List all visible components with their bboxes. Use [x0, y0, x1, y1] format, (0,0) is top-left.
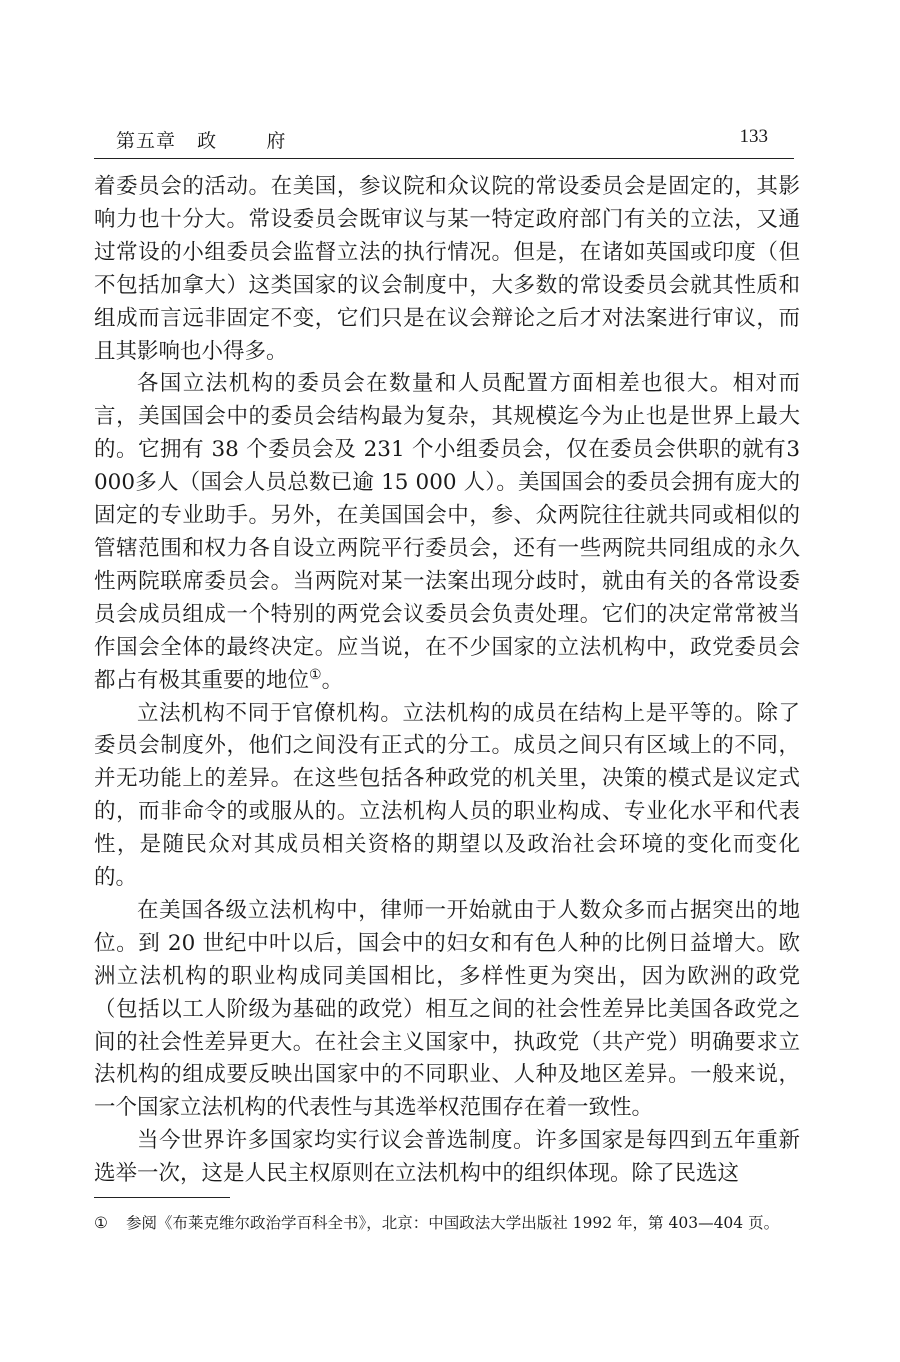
page-number: 133 — [739, 126, 768, 147]
running-head — [94, 126, 794, 156]
header-rule — [94, 158, 794, 159]
footnote-text: 参阅《布莱克维尔政治学百科全书》，北京：中国政法大学出版社 1992 年，第 403—404 页。 — [126, 1214, 780, 1232]
paragraph-1: 着委员会的活动。在美国，参议院和众议院的常设委员会是固定的，其影响力也十分大。常设委员会既审议与某一特定政府部门有关的立法，又通过常设的小组委员会监督立法的执行情况。但是，在诸如英国或印度（但不包括加拿大）这类国家的议会制度中，大多数的常设委员会就其性质和组成而言远非固定不变，它们只是在议会辩论之后才对法案进行审议，而且其影响也小得多。 — [94, 174, 800, 364]
paragraph-4: 在美国各级立法机构中，律师一开始就由于人数众多而占据突出的地位。到 20 世纪中叶以后，国会中的妇女和有色人种的比例日益增大。欧洲立法机构的职业构成同美国相比，多样性更为突出，因为欧洲的政党（包括以工人阶级为基础的政党）相互之间的社会性差异比美国各政党之间的社会性差异更大。在社会主义国家中，执政党（共产党）明确要求立法机构的组成要反映出国家中的不同职业、人种及地区差异。一般来说，一个国家立法机构的代表性与其选举权范围存在着一致性。 — [94, 897, 800, 1121]
footnote — [94, 1212, 794, 1234]
paragraph-2-end: 。 — [321, 667, 344, 693]
footnote-number: ① — [94, 1214, 108, 1232]
footnote-rule — [94, 1197, 230, 1198]
paragraph-5: 当今世界许多国家均实行议会普选制度。许多国家是每四到五年重新选举一次，这是人民主权原则在立法机构中的组织体现。除了民选这 — [94, 1128, 800, 1187]
chapter-title: 第五章 政 府 — [116, 130, 287, 152]
paragraph-2-text: 各国立法机构的委员会在数量和人员配置方面相差也很大。相对而言，美国国会中的委员会结构最为复杂，其规模迄今为止也是世界上最大的。它拥有 38 个委员会及 231 个小组委员会，仅在委员会供职的就有3 000多人（国会人员总数已逾 15 000 人）。美国国会的委员会拥有庞大的固定的专业助手。另外，在美国国会中，参、众两院往往就共同或相似的管辖范围和权力各自设立两院平行委员会，还有一些两院共同组成的永久性两院联席委员会。当两院对某一法案出现分歧时，就由有关的各常设委员会成员组成一个特别的两党会议委员会负责处理。它们的决定常常被当作国会全体的最终决定。应当说，在不少国家的立法机构中，政党委员会都占有极其重要的地位 — [94, 371, 800, 693]
footnote-reference: ① — [309, 666, 322, 683]
paragraph-3: 立法机构不同于官僚机构。立法机构的成员在结构上是平等的。除了委员会制度外，他们之间没有正式的分工。成员之间只有区域上的不同，并无功能上的差异。在这些包括各种政党的机关里，决策的模式是议定式的，而非命令的或服从的。立法机构人员的职业构成、专业化水平和代表性，是随民众对其成员相关资格的期望以及政治社会环境的变化而变化的。 — [94, 700, 800, 891]
body-text — [94, 171, 800, 1191]
paragraph-2 — [94, 368, 800, 697]
